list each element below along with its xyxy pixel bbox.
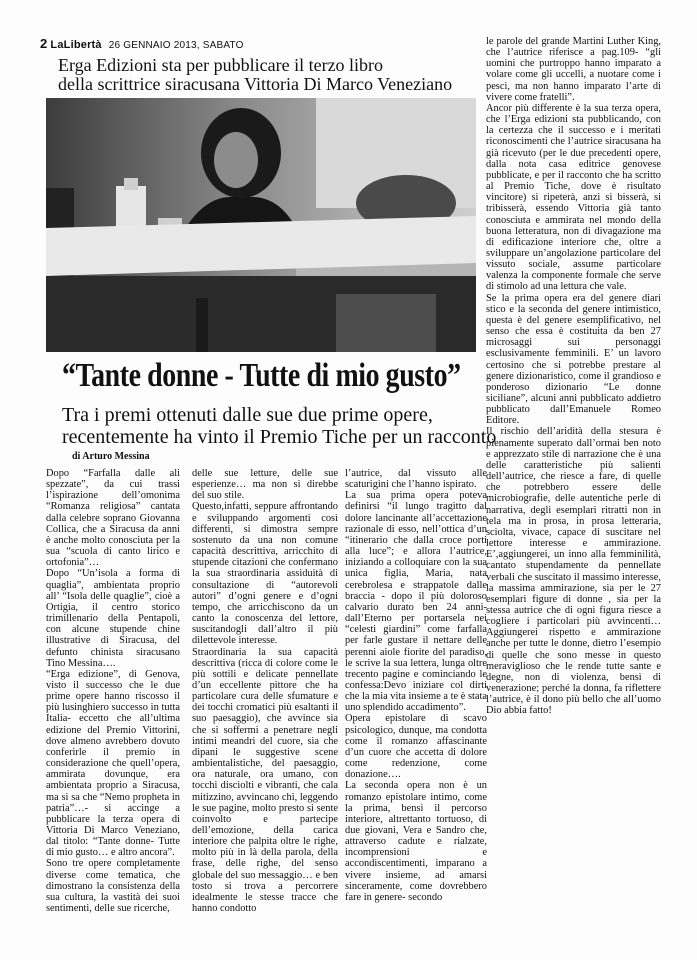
article-column-3 (345, 468, 487, 903)
article-column-1 (46, 468, 180, 914)
newspaper-name: LaLibertà (50, 39, 102, 51)
article-column-2 (192, 468, 338, 914)
masthead (40, 36, 244, 51)
paragraph: La seconda opera non è un romanzo epistolare intimo, come la prima, bensì il percorso interiore, altrettanto tortuoso, di due giovani, Vera e Sandro che, attraverso cadute e rialzate, incomprensioni e accondiscentimenti, imparano a vivere insieme, ad amarsi sinceramente, come dovrebbero fare in genere- secondo (345, 780, 487, 903)
issue-date: 26 GENNAIO 2013, SABATO (108, 40, 244, 51)
subheadline-line-1: Tra i premi ottenuti dalle sue due prime opere, (62, 404, 433, 426)
paragraph: Dopo “Un’isola a forma di quaglia”, ambientata proprio all’ “Isola delle quaglie”, cioè a Ortigia, il centro storico trimillenario della Pentapoli, con alcune stupende chine illustrative di Siracusa, del defunto chinista siracusano Tino Messina…. (46, 568, 180, 669)
paragraph: le parole del grande Martini Luther King, che l’autrice riferisce a pag.109- “gli uomini che purtroppo hanno imparato a volare come gli uccelli, a nuotare come i pesci, ma non hanno imparato l’arte di vivere come fratelli”. (486, 36, 661, 103)
paragraph: Ancor più differente è la sua terza opera, che l’Erga edizioni sta pubblicando, con la certezza che il successo e i meritati riconoscimenti che l’autrice siracusana ha già ricevuto (per le due precedenti opere, dalla nota casa editrice genovese pubblicate, e per il racconto che ha scritto al Premio Tiche, dove è risultato vincitore) si ripeterà, anzi si bisserà, si tribisserà, essendo Vittoria già tanto conosciuta e ammirata nel mondo della buona letteratura, non di divagazione ma di edificazione interiore che, oltre a sviluppare un’angolazione particolare del vissuto sociale, assume particolare valenza la componente formale che serve di stimolo ad una lettura che vale. (486, 102, 661, 293)
kicker-line-1: Erga Edizioni sta per pubblicare il terzo libro (58, 55, 384, 75)
paragraph: Straordinaria la sua capacità descrittiva (ricca di colore come le più sottili e delicate pennellate d’un eccellente pittore che ha particolare cura delle sfumature e dei tocchi cromatici più esaltanti il suo paesaggio), che avvince sia che si soffermi a penetrare negli intimi meandri del cuore, sia che dipani le suggestive scene ambientalistiche, del paesaggio, ora naturale, ora umano, con tocchi disciolti e vibranti, che cala mitizzino, avvincano chi, leggendo le sue pagine, molto presto si sente coinvolto e partecipe dell’emozione, della carica interiore che palpita oltre le righe, molto più in là della parola, della frase, delle righe, del senso globale del suo messaggio… e ben tosto si trova a percorrere idealmente le stesse tracce che hanno condotto (192, 646, 338, 915)
page-number: 2 (40, 36, 48, 51)
kicker-line-2: della scrittrice siracusana Vittoria Di Marco Veneziano (58, 74, 453, 94)
kicker (58, 56, 478, 94)
paragraph: l’autrice, dal vissuto alle scaturigini che l’hanno ispirato. (345, 468, 487, 491)
photo-image (46, 98, 476, 352)
byline: di Arturo Messina (72, 451, 150, 462)
paragraph: Dopo “Farfalla dalle ali spezzate”, da cui trassi l’ispirazione dell’omonima “Romanza religiosa” cantata dalla celebre soprano Giovanna Collica, che a Siracusa da anni è anche molto conosciuta per la sua “scuola di canto lirico e ortofonia”… (46, 468, 180, 569)
paragraph: Il rischio dell’aridità della stesura è pienamente superato dall’ormai ben noto e apprezzato stile di narrazione che è una delle caratteristiche più salienti dell’autrice, che riesce a fare, di quelle che potrebbero essere delle microbiografie, delle autentiche perle di narrativa, degli esemplari ritratti non in tela ma in prosa, in prosa letteraria, sciolta, vivace, capace di suscitare nel lettore interesse e ammirazione. E’,aggiungerei, un inno alla femminilità, cantato stupendamente da pennellate verbali che suscitato il massimo interesse, la massima ammirazione, sia per le 27 esemplari figure di donne , sia per la stessa autrice che di ogni figura riesce a cogliere i particolari più avvincenti… Aggiungerei rispetto e ammirazione anche per tutte le donne, dietro l’esempio di quelle che sono messe in questo meraviglioso che le rende tutte sante e degne, non di violenza, bensì di venerazione; perché la donna, fa riflettere l’autrice, è il dono più bello che all’uomo Dio abbia fatto! (486, 426, 661, 717)
article-column-4 (486, 36, 661, 717)
subheadline-line-2: recentemente ha vinto il Premio Tiche per un racconto (62, 426, 497, 448)
paragraph: Sono tre opere completamente diverse come tematica, che dimostrano la consistenza della sua cultura, la vastità dei suoi sentimenti, delle sue ricerche, (46, 858, 180, 915)
author-photo (46, 98, 476, 352)
subheadline (62, 404, 532, 448)
paragraph: Questo,infatti, seppure affrontando e sviluppando argomenti così differenti, si dimostra sempre sostenuto da una non comune capacità descrittiva, arricchito di stupende citazioni che confermano la sua straordinaria assiduità di consultazione di “autorevoli autori” d’ogni genere e d’ogni tempo, che arricchiscono da un canto la conoscenza del lettore, suscitandogli dall’altro il più dilettevole interesse. (192, 501, 338, 647)
paragraph: La sua prima opera poteva definirsi “il lungo tragitto dal dolore lancinante all’accettazione razionale di esso, nell’ottica d’un “itinerario che dalla croce porti alla luce”; e allora l’autrice, iniziando a colloquiare con la sua unica figlia, Maria, nata cerebrolesa e strappatole dalle braccia - dopo il più doloroso calvario durato ben 24 anni- dall’Eterno per portarsela nei “celesti giardini” come farfalla per farle gustare il nettare delle perenni aiole fiorite del paradiso, le scrive la sua lettera, lunga oltre trecento pagine e cominciando le confessa:Devo iniziare col dirti che la mia vita insieme a te è stata uno splendido accadimento”. (345, 490, 487, 714)
paragraph: delle sue letture, delle sue esperienze… ma non si direbbe del suo stile. (192, 468, 338, 502)
headline: “Tante donne - Tutte di mio gusto” (62, 357, 461, 394)
paragraph: “Erga edizione”, di Genova, visto il successo che le due prime opere hanno riscosso il più lusinghiero successo in tutta Italia- eccetto che all’ultima edizione del Premio Vittorini, dove almeno avrebbero dovuto conferirle il premio in considerazione che quell’opera, ammirata dovunque, era ambientata proprio a Siracusa, ma si sa che “Nemo propheta in patria”…- si accinge a pubblicare la terza opera di Vittoria Di Marco Veneziano, dal titolo: “Tante donne- Tutte di mio gusto… e altro ancora”. (46, 668, 180, 859)
paragraph: Se la prima opera era del genere diari stico e la seconda del genere intimistico, questa è del genere esemplificativo, nel senso che essa è costituita da ben 27 microsaggi sui personaggi esclusivamente femminili. E’ un lavoro certosino che si potrebbe prestare al genere dizionaristico, come il grandioso e ponderoso dizionario “Le donne siciliane”, alcuni anni pubblicato addietro pubblicato dall’Emanuele Romeo Editore. (486, 292, 661, 427)
paragraph: Opera epistolare di scavo psicologico, dunque, ma condotta come il romanzo affascinante d’un cuore che accetta di dolore come redenzione, come donazione…. (345, 713, 487, 781)
